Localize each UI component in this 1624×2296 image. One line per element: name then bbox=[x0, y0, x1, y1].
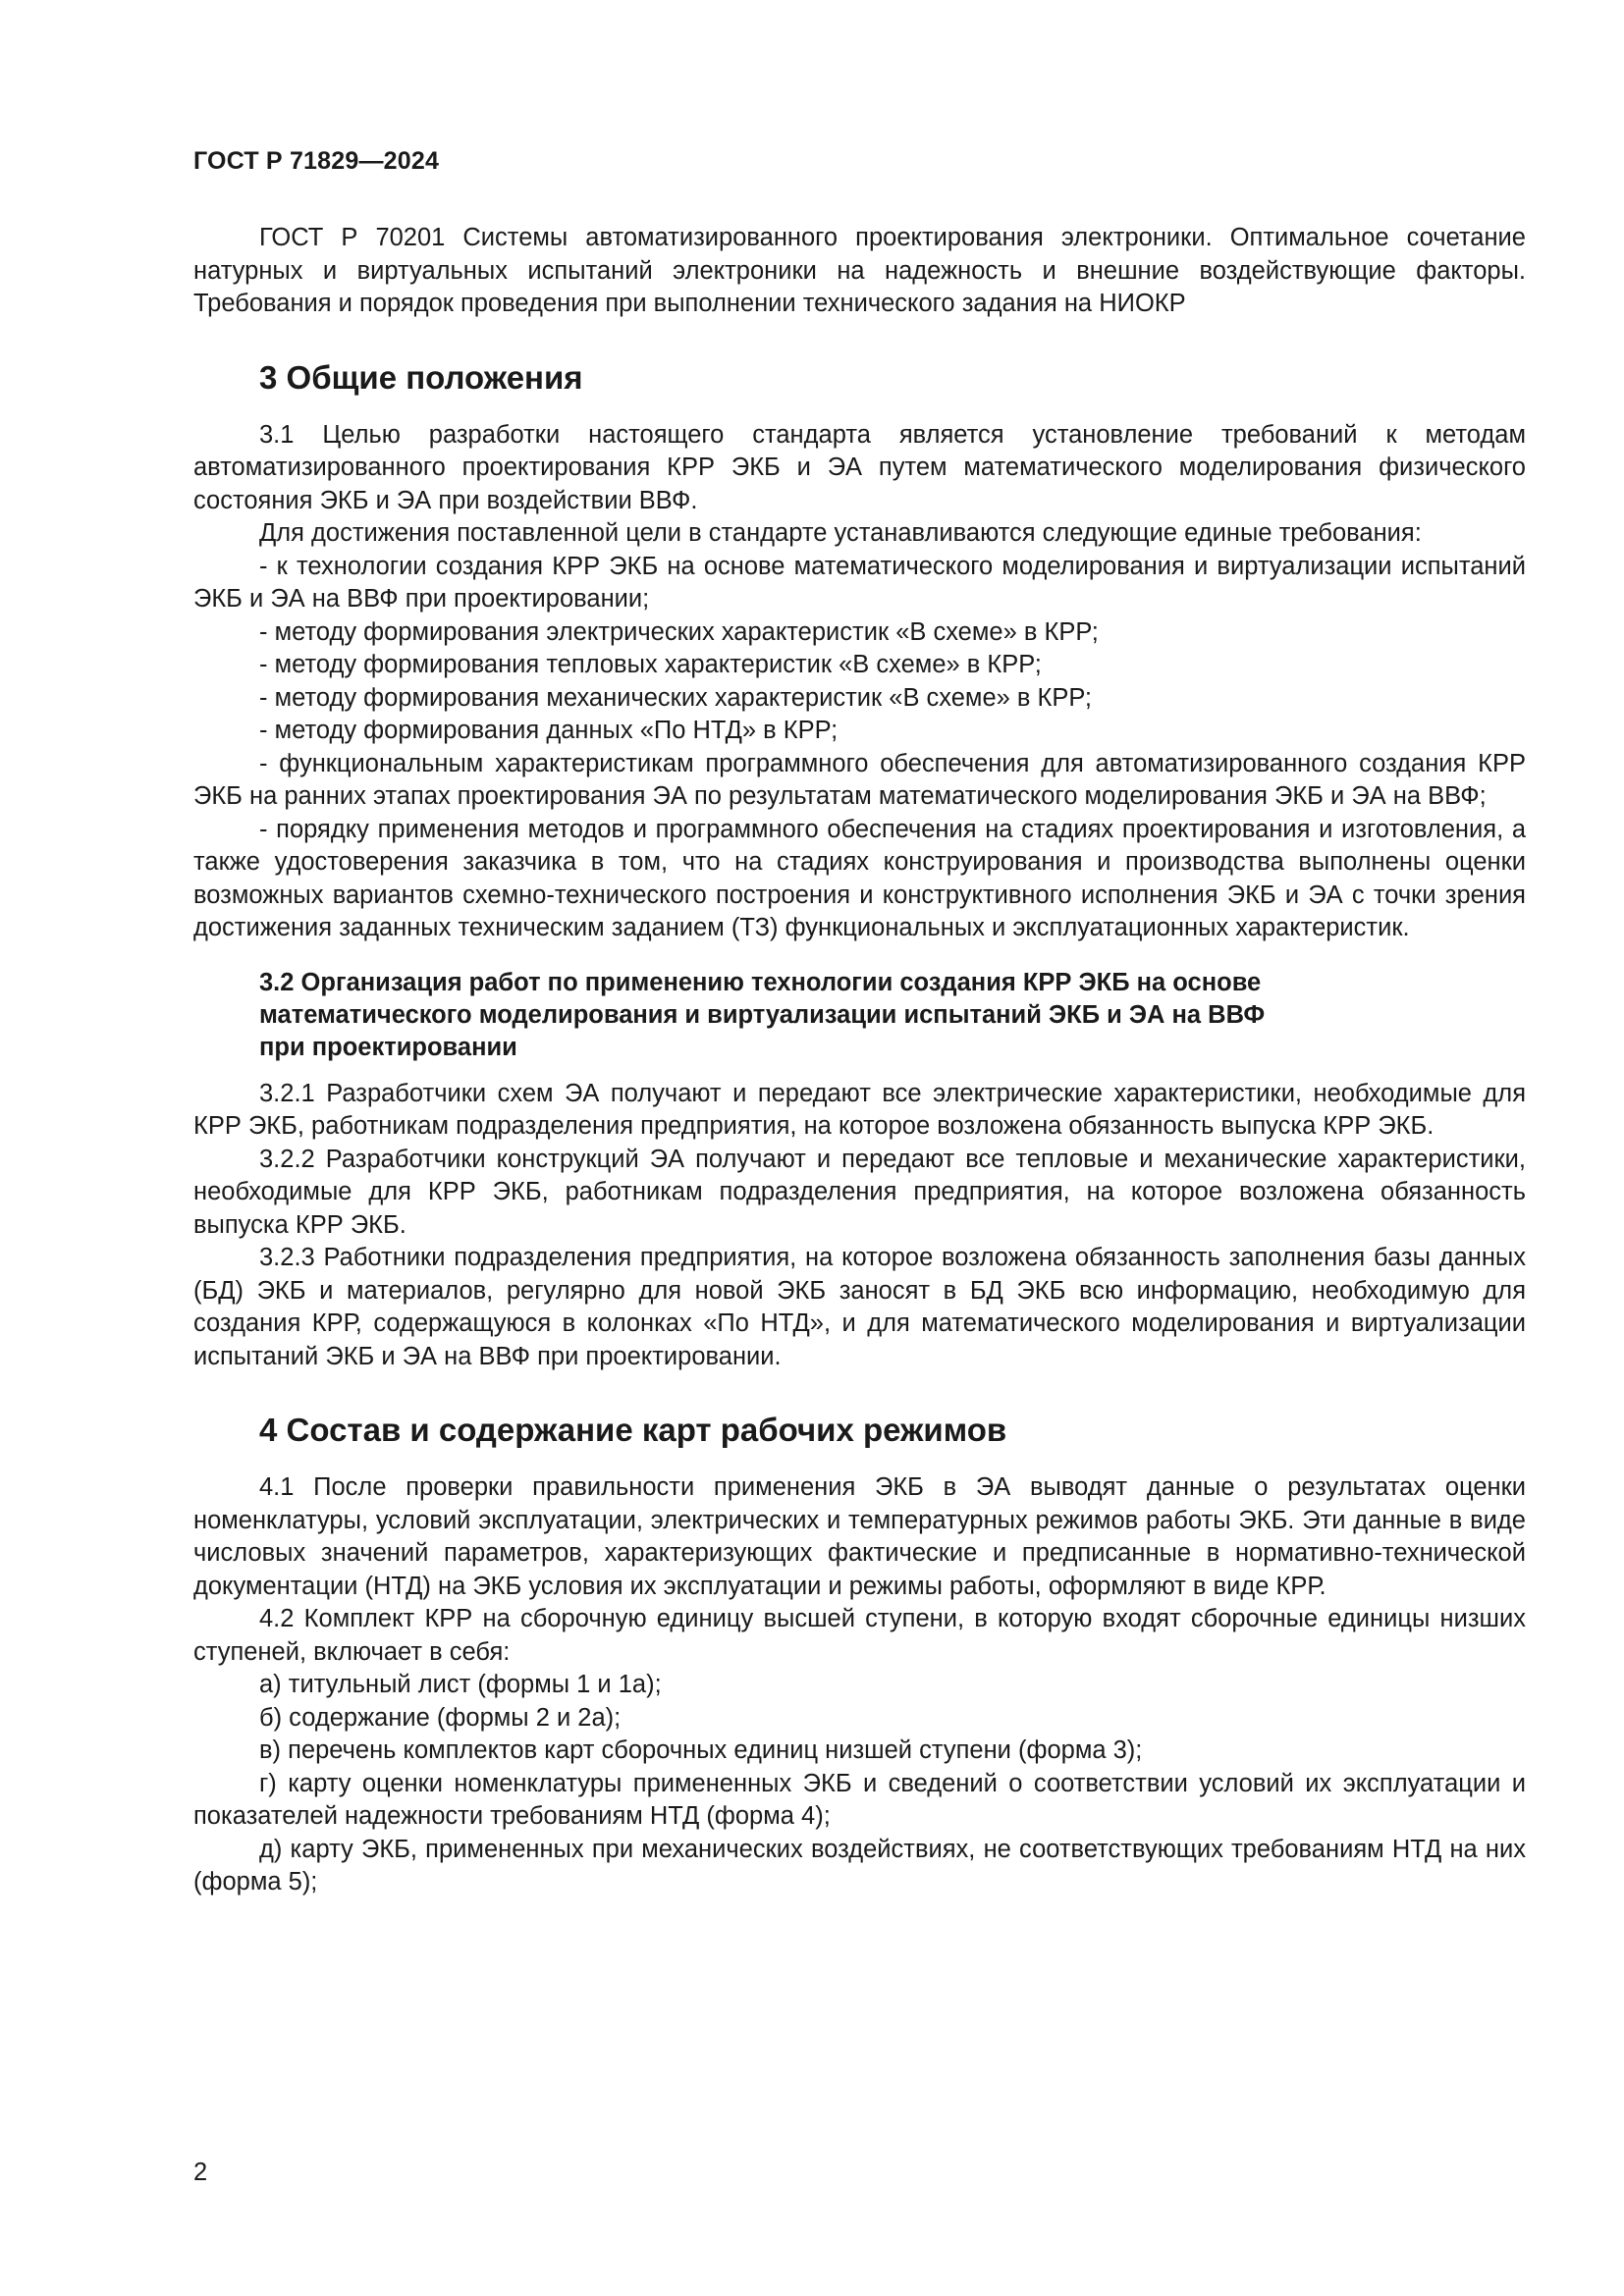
paragraph-3-2-1: 3.2.1 Разработчики схем ЭА получают и передают все электрические характеристики, необходимые для КРР ЭКБ, работникам подразделения предприятия, на которое возложена обязанность выпуска КРР ЭКБ. bbox=[193, 1079, 1526, 1140]
list-item: - методу формирования механических характеристик «В схеме» в КРР; bbox=[259, 683, 1092, 712]
subsection-3-2-title bbox=[193, 967, 1526, 1064]
paragraph-3-2-3: 3.2.3 Работники подразделения предприятия, на которое возложена обязанность заполнения базы данных (БД) ЭКБ и материалов, регулярно для новой ЭКБ заносят в БД ЭКБ всю информацию, необходимую для создания КРР, содержащуюся в колонках «По НТД», и для математического моделирования и виртуализации испытаний ЭКБ и ЭА на ВВФ при проектировании. bbox=[193, 1244, 1526, 1370]
list-item: - порядку применения методов и программного обеспечения на стадиях проектирования и изготовления, а также удостоверения заказчика в том, что на стадиях конструирования и производства выполнены оценки возможных вариантов схемно-технического построения и конструктивного исполнения ЭКБ и ЭА с точки зрения достижения заданных техническим заданием (ТЗ) функциональных и эксплуатационных характеристик. bbox=[193, 815, 1526, 941]
page-number: 2 bbox=[193, 2159, 208, 2186]
list-item: - функциональным характеристикам программного обеспечения для автоматизированного создания КРР ЭКБ на ранних этапах проектирования ЭА по результатам математического моделирования ЭКБ и ЭА на ВВФ; bbox=[193, 749, 1526, 810]
paragraph-3-2-2: 3.2.2 Разработчики конструкций ЭА получают и передают все тепловые и механические характеристики, необходимые для КРР ЭКБ, работникам подразделения предприятия, на которое возложена обязанность выпуска КРР ЭКБ. bbox=[193, 1145, 1526, 1239]
list-item: - методу формирования данных «По НТД» в КРР; bbox=[259, 717, 839, 744]
list-item: а) титульный лист (формы 1 и 1а); bbox=[259, 1671, 662, 1698]
section-4-title: 4 Состав и содержание карт рабочих режимов bbox=[259, 1412, 1007, 1448]
subsection-3-2-title-line: при проектировании bbox=[259, 1033, 517, 1061]
intro-reference: ГОСТ Р 70201 Системы автоматизированного проектирования электроники. Оптимальное сочетание натурных и виртуальных испытаний электроники на надежность и внешние воздействующие факторы. Требования и порядок проведения при выполнении технического задания на НИОКР bbox=[193, 224, 1526, 317]
paragraph-4-2: 4.2 Комплект КРР на сборочную единицу высшей ступени, в которую входят сборочные единицы низших ступеней, включает в себя: bbox=[193, 1605, 1526, 1666]
subsection-3-2-title-line: 3.2 Организация работ по применению технологии создания КРР ЭКБ на основе bbox=[259, 968, 1262, 996]
list-item: - к технологии создания КРР ЭКБ на основе математического моделирования и виртуализации испытаний ЭКБ и ЭА на ВВФ при проектировании; bbox=[193, 552, 1526, 613]
paragraph-3-1-intro: Для достижения поставленной цели в стандарте устанавливаются следующие единые требования: bbox=[259, 519, 1422, 547]
list-item: д) карту ЭКБ, примененных при механических воздействиях, не соответствующих требованиям НТД на них (форма 5); bbox=[193, 1835, 1526, 1896]
subsection-3-2-title-line: математического моделирования и виртуализации испытаний ЭКБ и ЭА на ВВФ bbox=[259, 1000, 1266, 1029]
document-header: ГОСТ Р 71829—2024 bbox=[193, 147, 440, 175]
list-item: - методу формирования электрических характеристик «В схеме» в КРР; bbox=[259, 617, 1099, 646]
section-3-title: 3 Общие положения bbox=[259, 358, 583, 396]
list-item: г) карту оценки номенклатуры примененных ЭКБ и сведений о соответствии условий их эксплуатации и показателей надежности требованиям НТД (форма 4); bbox=[193, 1769, 1526, 1830]
list-item: - методу формирования тепловых характеристик «В схеме» в КРР; bbox=[259, 651, 1042, 678]
paragraph-4-1: 4.1 После проверки правильности применения ЭКБ в ЭА выводят данные о результатах оценки номенклатуры, условий эксплуатации, электрических и температурных режимов работы ЭКБ. Эти данные в виде числовых значений параметров, характеризующих фактические и предписанные в нормативно-технической документации (НТД) на ЭКБ условия их эксплуатации и режимы работы, оформляют в виде КРР. bbox=[193, 1473, 1526, 1600]
document-body bbox=[193, 222, 1526, 1899]
paragraph-3-1: 3.1 Целью разработки настоящего стандарта является установление требований к методам автоматизированного проектирования КРР ЭКБ и ЭА путем математического моделирования физического состояния ЭКБ и ЭА при воздействии ВВФ. bbox=[193, 420, 1526, 514]
list-item: в) перечень комплектов карт сборочных единиц низшей ступени (форма 3); bbox=[259, 1736, 1143, 1764]
list-item: б) содержание (формы 2 и 2а); bbox=[259, 1703, 622, 1732]
